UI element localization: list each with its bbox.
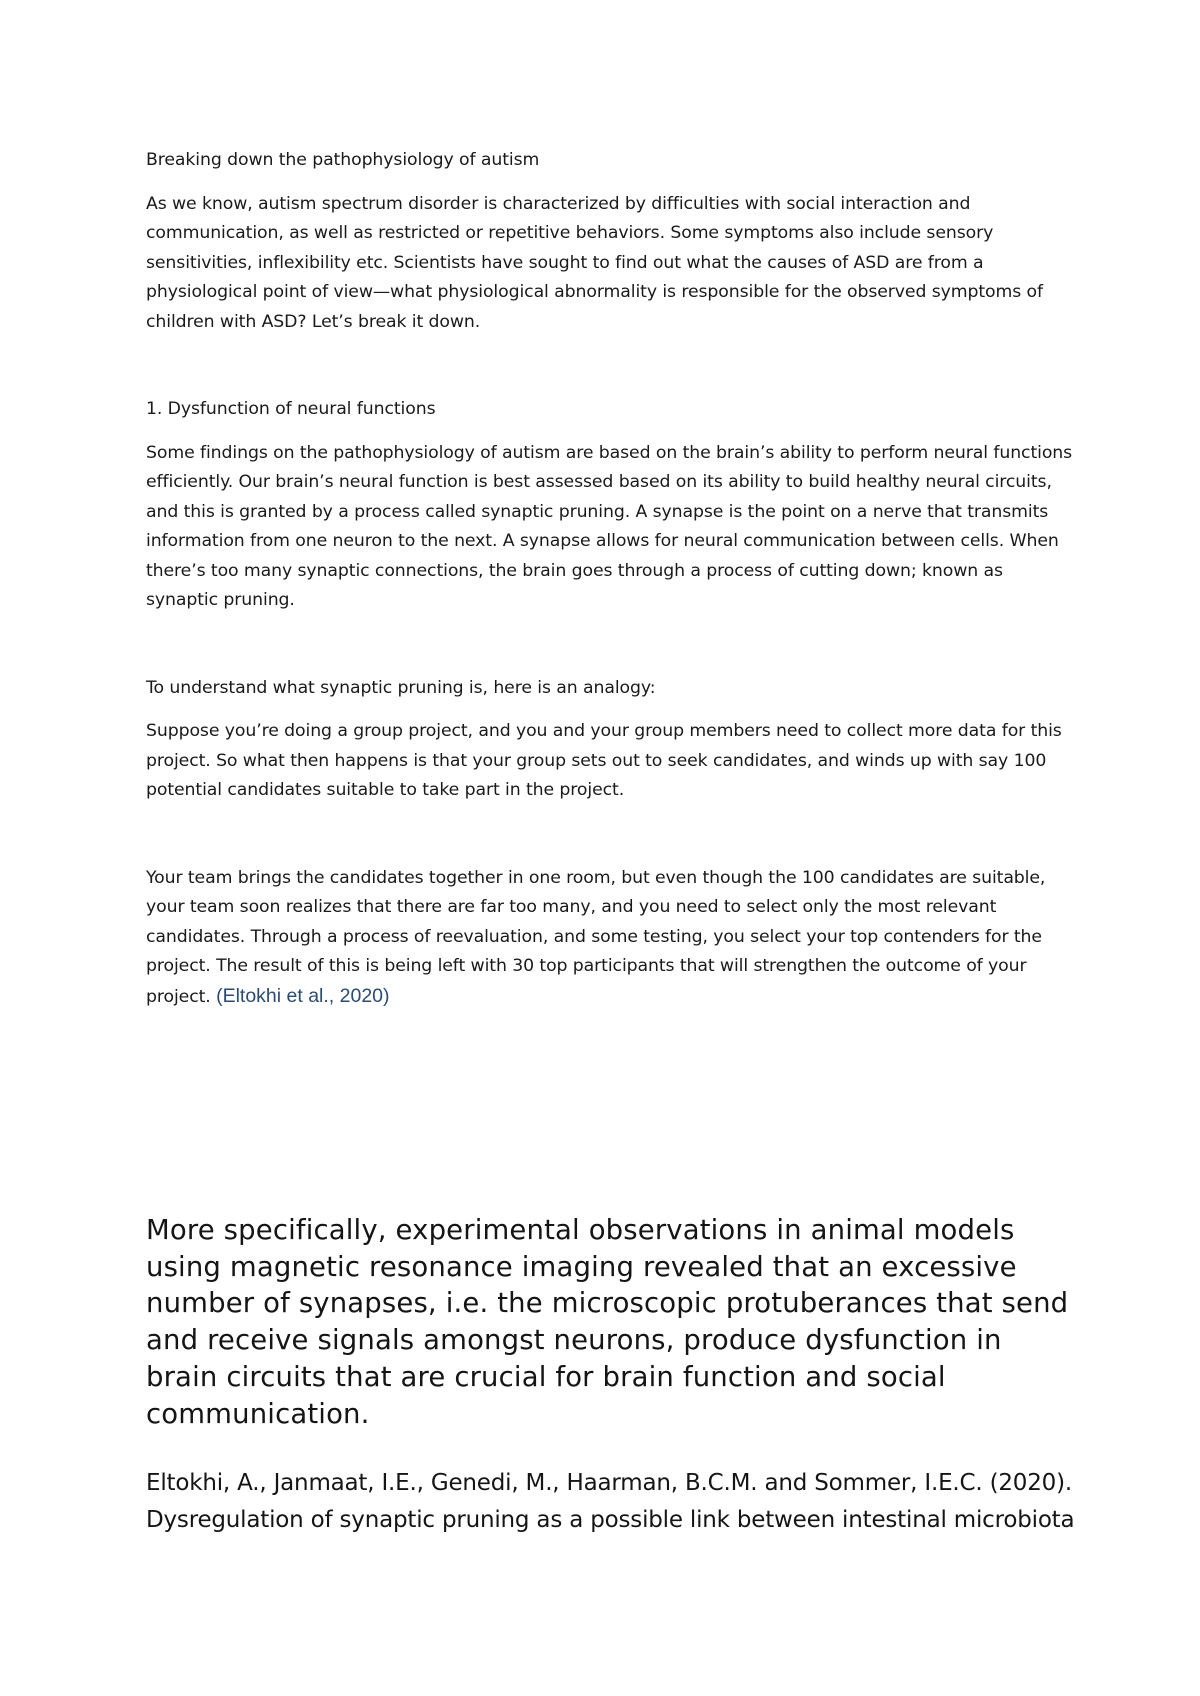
intro-paragraph: As we know, autism spectrum disorder is characterized by difficulties with social interaction and communication, as well as restricted or repetitive behaviors. Some symptoms also include sensory sensitivities, inflexibility etc. Scientists have sought to find out what the causes of ASD are from a physiological point of view—what physiological abnormality is responsible for the observed symptoms of children with ASD? Let’s break it down. bbox=[146, 193, 1043, 332]
analogy-intro: To understand what synaptic pruning is, here is an analogy: bbox=[146, 677, 656, 698]
analogy-text: Your team brings the candidates together in one room, but even though the 100 candidates are suitable, your team soon realizes that there are far too many, and you need to select only the most relevant candidates. Through a process of reevaluation, and some testing, you select your top contenders for the project. The result of this is being left with 30 top participants that will strengthen the outcome of your project. bbox=[146, 867, 1046, 1007]
section-paragraph: Some findings on the pathophysiology of autism are based on the brain’s ability to perform neural functions efficiently. Our brain’s neural function is best assessed based on its ability to build healthy neural circuits, and this is granted by a process called synaptic pruning. A synapse is the point on a nerve that transmits information from one neuron to the next. A synapse allows for neural communication between cells. When there’s too many synaptic connections, the brain goes through a process of cutting down; known as synaptic pruning. bbox=[146, 442, 1073, 610]
section-heading: 1. Dysfunction of neural functions bbox=[146, 399, 436, 419]
inline-citation: (Eltokhi et al., 2020) bbox=[216, 984, 390, 1007]
reference-entry: Eltokhi, A., Janmaat, I.E., Genedi, M., Haarman, B.C.M. and Sommer, I.E.C. (2020). Dysregulation of synaptic pruning as a possible link between intestinal microbiota bbox=[146, 1470, 1075, 1533]
quote-paragraph: More specifically, experimental observations in animal models using magnetic resonance imaging revealed that an excessive number of synapses, i.e. the microscopic protuberances that send and receive signals amongst neurons, produce dysfunction in brain circuits that are crucial for brain function and social communication. bbox=[146, 1214, 1069, 1430]
document-body bbox=[146, 146, 1076, 1012]
analogy-paragraph-continued bbox=[146, 864, 1076, 1013]
document-title: Breaking down the pathophysiology of autism bbox=[146, 150, 540, 170]
analogy-paragraph: Suppose you’re doing a group project, and you and your group members need to collect more data for this project. So what then happens is that your group sets out to seek candidates, and winds up with say 100 potential candidates suitable to take part in the project. bbox=[146, 721, 1062, 800]
